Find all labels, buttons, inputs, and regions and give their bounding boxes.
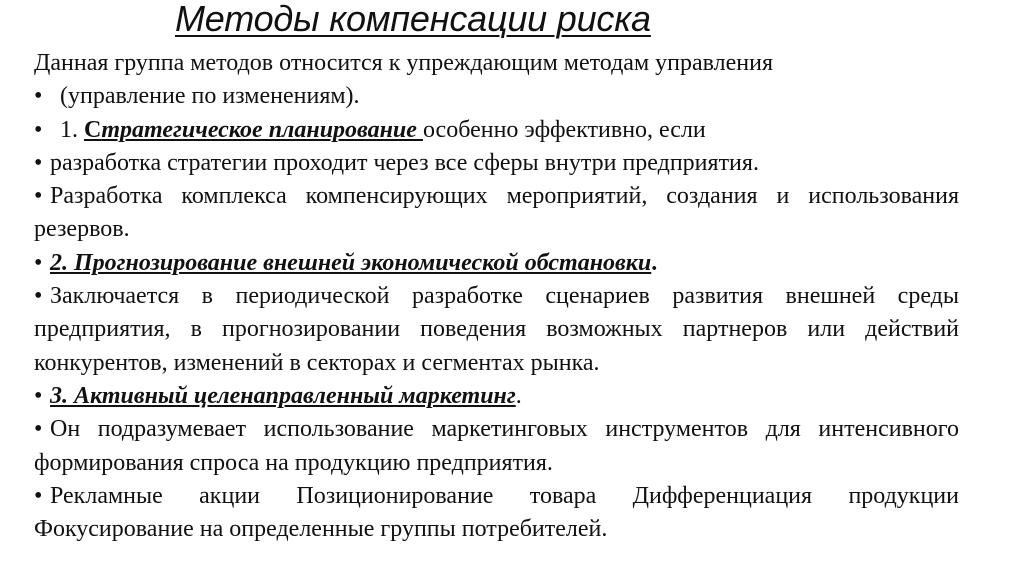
item2-heading: 2. Прогнозирование внешней экономической обстановки — [50, 249, 652, 276]
bullet-item — [34, 413, 959, 480]
item3-detail2: Рекламные акции Позиционирование товара Дифференциация продукции Фокусирование на определенные группы потребителей. — [34, 482, 959, 543]
bullet-item — [34, 80, 959, 113]
bullet-icon: • — [34, 249, 43, 276]
bullet-item — [34, 480, 959, 547]
item3-heading: 3. Активный целенаправленный маркетинг — [50, 382, 516, 409]
item1-detail2: Разработка комплекса компенсирующих мероприятий, создания и использования резервов. — [34, 183, 959, 243]
bullet-item — [34, 147, 959, 180]
bullet-icon: • — [34, 83, 43, 110]
item1-heading-first-letter: С — [84, 116, 102, 143]
slide-title: Методы компенсации риска — [175, 0, 651, 39]
bullet-icon: • — [34, 382, 43, 409]
intro-line: Данная группа методов относится к упреждающим методам управления — [34, 50, 773, 76]
item1-heading — [84, 117, 423, 143]
slide-body — [34, 47, 959, 546]
bullet-item — [34, 280, 959, 380]
bullet-icon: • — [34, 283, 43, 310]
item3-detail: Он подразумевает использование маркетинговых инструментов для интенсивного формирования спроса на продукцию предприятия. — [34, 416, 959, 476]
intro-continuation: (управление по изменениям). — [60, 83, 360, 110]
item1-heading-rest: тратегическое планирование — [101, 116, 423, 143]
bullet-icon: • — [34, 116, 43, 143]
item1-number: 1. — [60, 116, 84, 143]
item2-detail: Заключается в периодической разработке сценариев развития внешней среды предприятия, в прогнозировании поведения возможных партнеров или действий конкурентов, изменений в секторах и сегментах рынка. — [34, 283, 959, 376]
item3-period: . — [515, 382, 522, 409]
bullet-item — [34, 247, 959, 280]
bullet-item — [34, 180, 959, 247]
bullet-icon: • — [34, 183, 43, 210]
bullet-icon: • — [34, 482, 43, 509]
item1-tail: особенно эффективно, если — [422, 116, 706, 143]
bullet-item — [34, 114, 959, 147]
bullet-icon: • — [34, 416, 43, 443]
bullet-icon: • — [34, 149, 43, 176]
item2-period: . — [651, 249, 658, 276]
bullet-item — [34, 380, 959, 413]
item1-detail: разработка стратегии проходит через все сферы внутри предприятия. — [50, 149, 759, 176]
